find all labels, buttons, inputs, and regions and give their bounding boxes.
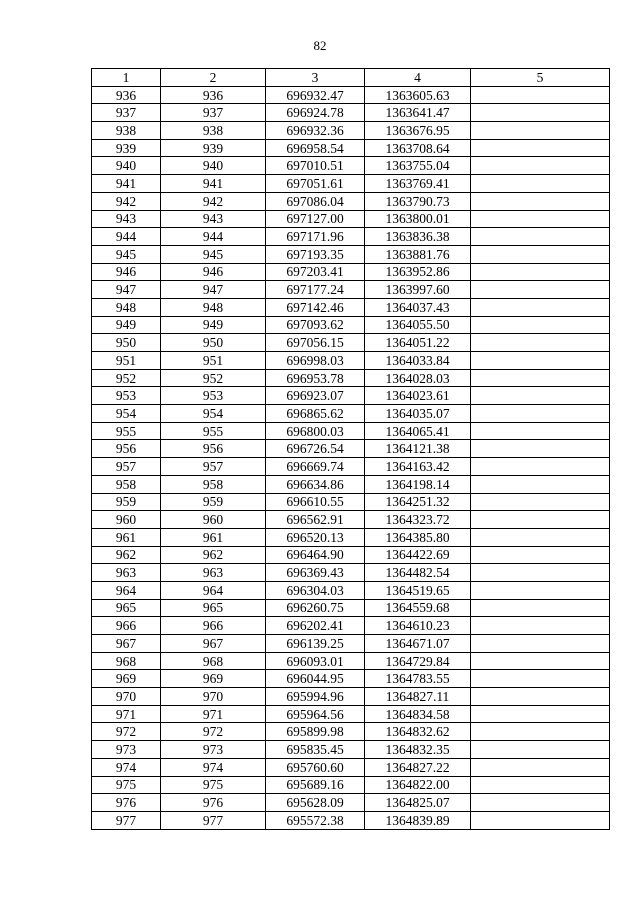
point-id-cell: 959 [161, 493, 266, 511]
y-coordinate-cell: 1363605.63 [365, 86, 471, 104]
table-row [92, 157, 610, 175]
table-row [92, 369, 610, 387]
y-coordinate-cell: 1363755.04 [365, 157, 471, 175]
note-cell [471, 281, 610, 299]
table-row [92, 599, 610, 617]
point-number-cell: 969 [92, 670, 161, 688]
table-row [92, 741, 610, 759]
point-number-cell: 958 [92, 475, 161, 493]
y-coordinate-cell: 1364832.62 [365, 723, 471, 741]
table-row [92, 776, 610, 794]
note-cell [471, 670, 610, 688]
x-coordinate-cell: 697010.51 [266, 157, 365, 175]
point-id-cell: 938 [161, 122, 266, 140]
y-coordinate-cell: 1364121.38 [365, 440, 471, 458]
point-id-cell: 966 [161, 617, 266, 635]
point-id-cell: 954 [161, 405, 266, 423]
table-row [92, 458, 610, 476]
point-number-cell: 947 [92, 281, 161, 299]
y-coordinate-cell: 1364033.84 [365, 352, 471, 370]
y-coordinate-cell: 1364827.11 [365, 688, 471, 706]
point-id-cell: 946 [161, 263, 266, 281]
x-coordinate-cell: 696800.03 [266, 422, 365, 440]
x-coordinate-cell: 697142.46 [266, 298, 365, 316]
y-coordinate-cell: 1364839.89 [365, 811, 471, 829]
table-row [92, 352, 610, 370]
x-coordinate-cell: 697193.35 [266, 245, 365, 263]
note-cell [471, 811, 610, 829]
point-number-cell: 955 [92, 422, 161, 440]
y-coordinate-cell: 1364323.72 [365, 511, 471, 529]
point-id-cell: 964 [161, 581, 266, 599]
table-row [92, 564, 610, 582]
table-row [92, 175, 610, 193]
y-coordinate-cell: 1364671.07 [365, 635, 471, 653]
note-cell [471, 493, 610, 511]
table-row [92, 794, 610, 812]
column-header-4: 4 [365, 69, 471, 87]
note-cell [471, 228, 610, 246]
table-row [92, 705, 610, 723]
table-row [92, 422, 610, 440]
y-coordinate-cell: 1364822.00 [365, 776, 471, 794]
table-body [92, 86, 610, 829]
y-coordinate-cell: 1364610.23 [365, 617, 471, 635]
point-id-cell: 939 [161, 139, 266, 157]
table-row [92, 405, 610, 423]
table-row [92, 139, 610, 157]
x-coordinate-cell: 697203.41 [266, 263, 365, 281]
x-coordinate-cell: 696093.01 [266, 652, 365, 670]
point-number-cell: 956 [92, 440, 161, 458]
note-cell [471, 511, 610, 529]
y-coordinate-cell: 1363952.86 [365, 263, 471, 281]
point-number-cell: 963 [92, 564, 161, 582]
column-header-5: 5 [471, 69, 610, 87]
point-id-cell: 972 [161, 723, 266, 741]
x-coordinate-cell: 696369.43 [266, 564, 365, 582]
y-coordinate-cell: 1364051.22 [365, 334, 471, 352]
point-number-cell: 942 [92, 192, 161, 210]
note-cell [471, 705, 610, 723]
point-number-cell: 965 [92, 599, 161, 617]
x-coordinate-cell: 696044.95 [266, 670, 365, 688]
point-id-cell: 943 [161, 210, 266, 228]
x-coordinate-cell: 696865.62 [266, 405, 365, 423]
table-row [92, 493, 610, 511]
column-header-2: 2 [161, 69, 266, 87]
note-cell [471, 794, 610, 812]
y-coordinate-cell: 1364055.50 [365, 316, 471, 334]
point-id-cell: 944 [161, 228, 266, 246]
point-id-cell: 956 [161, 440, 266, 458]
x-coordinate-cell: 696998.03 [266, 352, 365, 370]
point-number-cell: 966 [92, 617, 161, 635]
x-coordinate-cell: 696669.74 [266, 458, 365, 476]
y-coordinate-cell: 1364023.61 [365, 387, 471, 405]
x-coordinate-cell: 695572.38 [266, 811, 365, 829]
y-coordinate-cell: 1363836.38 [365, 228, 471, 246]
x-coordinate-cell: 696464.90 [266, 546, 365, 564]
table-row [92, 635, 610, 653]
table-row [92, 440, 610, 458]
table-row [92, 688, 610, 706]
x-coordinate-cell: 696260.75 [266, 599, 365, 617]
note-cell [471, 175, 610, 193]
x-coordinate-cell: 695628.09 [266, 794, 365, 812]
y-coordinate-cell: 1364519.65 [365, 581, 471, 599]
point-id-cell: 958 [161, 475, 266, 493]
note-cell [471, 581, 610, 599]
note-cell [471, 157, 610, 175]
point-id-cell: 967 [161, 635, 266, 653]
y-coordinate-cell: 1363676.95 [365, 122, 471, 140]
x-coordinate-cell: 696958.54 [266, 139, 365, 157]
x-coordinate-cell: 696634.86 [266, 475, 365, 493]
table-row [92, 192, 610, 210]
point-id-cell: 952 [161, 369, 266, 387]
x-coordinate-cell: 697171.96 [266, 228, 365, 246]
note-cell [471, 564, 610, 582]
point-id-cell: 948 [161, 298, 266, 316]
table-row [92, 298, 610, 316]
point-number-cell: 972 [92, 723, 161, 741]
y-coordinate-cell: 1364482.54 [365, 564, 471, 582]
table-row [92, 758, 610, 776]
x-coordinate-cell: 695760.60 [266, 758, 365, 776]
point-id-cell: 962 [161, 546, 266, 564]
point-number-cell: 945 [92, 245, 161, 263]
x-coordinate-cell: 696932.36 [266, 122, 365, 140]
table-row [92, 723, 610, 741]
x-coordinate-cell: 697051.61 [266, 175, 365, 193]
y-coordinate-cell: 1364163.42 [365, 458, 471, 476]
point-number-cell: 970 [92, 688, 161, 706]
coordinates-table [91, 68, 610, 830]
x-coordinate-cell: 695994.96 [266, 688, 365, 706]
table-row [92, 210, 610, 228]
note-cell [471, 369, 610, 387]
y-coordinate-cell: 1364559.68 [365, 599, 471, 617]
table-row [92, 228, 610, 246]
note-cell [471, 776, 610, 794]
table-row [92, 581, 610, 599]
point-id-cell: 941 [161, 175, 266, 193]
x-coordinate-cell: 697086.04 [266, 192, 365, 210]
page-number: 82 [313, 38, 327, 53]
point-number-cell: 971 [92, 705, 161, 723]
point-id-cell: 947 [161, 281, 266, 299]
point-number-cell: 941 [92, 175, 161, 193]
table-row [92, 122, 610, 140]
y-coordinate-cell: 1364198.14 [365, 475, 471, 493]
x-coordinate-cell: 696923.07 [266, 387, 365, 405]
y-coordinate-cell: 1364028.03 [365, 369, 471, 387]
y-coordinate-cell: 1364827.22 [365, 758, 471, 776]
point-number-cell: 968 [92, 652, 161, 670]
note-cell [471, 352, 610, 370]
point-number-cell: 944 [92, 228, 161, 246]
point-number-cell: 951 [92, 352, 161, 370]
point-number-cell: 943 [92, 210, 161, 228]
point-id-cell: 950 [161, 334, 266, 352]
x-coordinate-cell: 695964.56 [266, 705, 365, 723]
y-coordinate-cell: 1364783.55 [365, 670, 471, 688]
x-coordinate-cell: 696562.91 [266, 511, 365, 529]
point-number-cell: 938 [92, 122, 161, 140]
note-cell [471, 210, 610, 228]
y-coordinate-cell: 1364385.80 [365, 528, 471, 546]
note-cell [471, 617, 610, 635]
y-coordinate-cell: 1364832.35 [365, 741, 471, 759]
point-number-cell: 967 [92, 635, 161, 653]
y-coordinate-cell: 1363790.73 [365, 192, 471, 210]
point-number-cell: 948 [92, 298, 161, 316]
x-coordinate-cell: 695835.45 [266, 741, 365, 759]
x-coordinate-cell: 697177.24 [266, 281, 365, 299]
table-row [92, 475, 610, 493]
note-cell [471, 245, 610, 263]
point-number-cell: 957 [92, 458, 161, 476]
point-number-cell: 977 [92, 811, 161, 829]
table-row [92, 281, 610, 299]
point-number-cell: 946 [92, 263, 161, 281]
note-cell [471, 192, 610, 210]
point-id-cell: 949 [161, 316, 266, 334]
y-coordinate-cell: 1364251.32 [365, 493, 471, 511]
point-id-cell: 977 [161, 811, 266, 829]
y-coordinate-cell: 1364422.69 [365, 546, 471, 564]
point-id-cell: 976 [161, 794, 266, 812]
point-number-cell: 954 [92, 405, 161, 423]
table-header-row [92, 69, 610, 87]
note-cell [471, 316, 610, 334]
point-number-cell: 973 [92, 741, 161, 759]
note-cell [471, 440, 610, 458]
x-coordinate-cell: 696304.03 [266, 581, 365, 599]
column-header-3: 3 [266, 69, 365, 87]
point-id-cell: 961 [161, 528, 266, 546]
note-cell [471, 422, 610, 440]
x-coordinate-cell: 696726.54 [266, 440, 365, 458]
note-cell [471, 741, 610, 759]
point-id-cell: 968 [161, 652, 266, 670]
note-cell [471, 688, 610, 706]
table-row [92, 670, 610, 688]
point-id-cell: 975 [161, 776, 266, 794]
y-coordinate-cell: 1364825.07 [365, 794, 471, 812]
point-number-cell: 950 [92, 334, 161, 352]
table-row [92, 263, 610, 281]
y-coordinate-cell: 1364037.43 [365, 298, 471, 316]
point-id-cell: 960 [161, 511, 266, 529]
point-id-cell: 940 [161, 157, 266, 175]
table-row [92, 546, 610, 564]
note-cell [471, 458, 610, 476]
point-number-cell: 962 [92, 546, 161, 564]
note-cell [471, 599, 610, 617]
x-coordinate-cell: 695689.16 [266, 776, 365, 794]
note-cell [471, 334, 610, 352]
table-row [92, 334, 610, 352]
point-id-cell: 936 [161, 86, 266, 104]
note-cell [471, 139, 610, 157]
note-cell [471, 122, 610, 140]
point-id-cell: 971 [161, 705, 266, 723]
point-id-cell: 963 [161, 564, 266, 582]
table-row [92, 652, 610, 670]
point-id-cell: 974 [161, 758, 266, 776]
note-cell [471, 104, 610, 122]
note-cell [471, 723, 610, 741]
y-coordinate-cell: 1363997.60 [365, 281, 471, 299]
point-number-cell: 953 [92, 387, 161, 405]
note-cell [471, 86, 610, 104]
x-coordinate-cell: 697127.00 [266, 210, 365, 228]
point-id-cell: 937 [161, 104, 266, 122]
point-number-cell: 964 [92, 581, 161, 599]
x-coordinate-cell: 695899.98 [266, 723, 365, 741]
point-number-cell: 939 [92, 139, 161, 157]
point-number-cell: 975 [92, 776, 161, 794]
point-id-cell: 942 [161, 192, 266, 210]
point-id-cell: 945 [161, 245, 266, 263]
note-cell [471, 546, 610, 564]
point-number-cell: 959 [92, 493, 161, 511]
point-number-cell: 940 [92, 157, 161, 175]
table-row [92, 245, 610, 263]
y-coordinate-cell: 1363641.47 [365, 104, 471, 122]
table-row [92, 528, 610, 546]
x-coordinate-cell: 696610.55 [266, 493, 365, 511]
point-number-cell: 976 [92, 794, 161, 812]
note-cell [471, 405, 610, 423]
point-id-cell: 955 [161, 422, 266, 440]
table-row [92, 104, 610, 122]
y-coordinate-cell: 1364729.84 [365, 652, 471, 670]
x-coordinate-cell: 696924.78 [266, 104, 365, 122]
x-coordinate-cell: 697093.62 [266, 316, 365, 334]
table-row [92, 387, 610, 405]
point-id-cell: 953 [161, 387, 266, 405]
table-row [92, 811, 610, 829]
table-row [92, 316, 610, 334]
point-number-cell: 936 [92, 86, 161, 104]
y-coordinate-cell: 1363881.76 [365, 245, 471, 263]
y-coordinate-cell: 1364834.58 [365, 705, 471, 723]
point-id-cell: 965 [161, 599, 266, 617]
note-cell [471, 298, 610, 316]
point-number-cell: 961 [92, 528, 161, 546]
note-cell [471, 635, 610, 653]
y-coordinate-cell: 1363708.64 [365, 139, 471, 157]
point-number-cell: 974 [92, 758, 161, 776]
x-coordinate-cell: 696953.78 [266, 369, 365, 387]
table-row [92, 86, 610, 104]
point-number-cell: 949 [92, 316, 161, 334]
point-id-cell: 957 [161, 458, 266, 476]
x-coordinate-cell: 696202.41 [266, 617, 365, 635]
note-cell [471, 528, 610, 546]
point-id-cell: 970 [161, 688, 266, 706]
point-number-cell: 937 [92, 104, 161, 122]
point-number-cell: 960 [92, 511, 161, 529]
x-coordinate-cell: 696139.25 [266, 635, 365, 653]
note-cell [471, 758, 610, 776]
y-coordinate-cell: 1364065.41 [365, 422, 471, 440]
point-id-cell: 973 [161, 741, 266, 759]
x-coordinate-cell: 696932.47 [266, 86, 365, 104]
x-coordinate-cell: 697056.15 [266, 334, 365, 352]
point-id-cell: 969 [161, 670, 266, 688]
table-row [92, 617, 610, 635]
y-coordinate-cell: 1364035.07 [365, 405, 471, 423]
point-number-cell: 952 [92, 369, 161, 387]
note-cell [471, 652, 610, 670]
note-cell [471, 475, 610, 493]
note-cell [471, 387, 610, 405]
column-header-1: 1 [92, 69, 161, 87]
y-coordinate-cell: 1363800.01 [365, 210, 471, 228]
y-coordinate-cell: 1363769.41 [365, 175, 471, 193]
point-id-cell: 951 [161, 352, 266, 370]
note-cell [471, 263, 610, 281]
table-row [92, 511, 610, 529]
x-coordinate-cell: 696520.13 [266, 528, 365, 546]
